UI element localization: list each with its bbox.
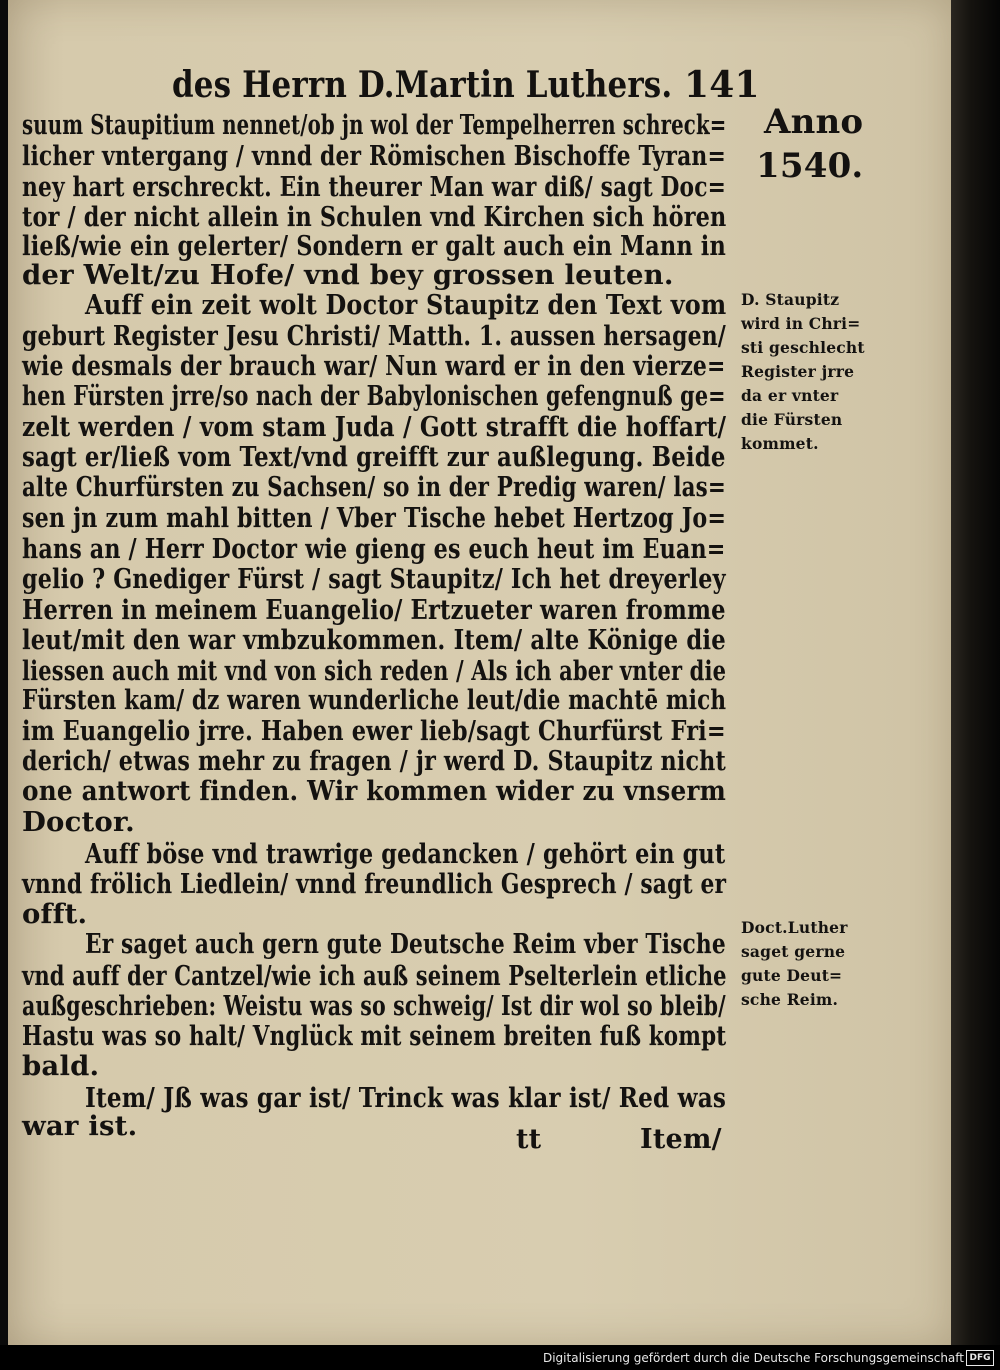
margin-year-label: Anno (764, 102, 864, 142)
body-line: zelt werden / vom stam Juda / Gott strafft die hoffart/ (22, 411, 727, 443)
body-line: der Welt/zu Hofe/ vnd bey grossen leuten. (22, 259, 674, 291)
body-line: sen jn zum mahl bitten / Vber Tische hebet Hertzog Jo= (22, 502, 727, 534)
body-line: licher vntergang / vnnd der Römischen Bischoffe Tyran= (22, 140, 726, 172)
body-line: im Euangelio jrre. Haben ewer lieb/sagt Churfürst Fri= (22, 715, 726, 747)
margin-year-value: 1540. (756, 146, 864, 186)
body-line: one antwort finden. Wir kommen wider zu vnserm (22, 775, 727, 807)
body-line: Herren in meinem Euangelio/ Ertzueter waren fromme (22, 594, 726, 626)
body-line: geburt Register Jesu Christi/ Matth. 1. aussen hersagen/ (22, 320, 726, 352)
book-fore-edge (951, 0, 1000, 1345)
body-line: sagt er/ließ vom Text/vnd greifft zur außlegung. Beide (22, 441, 726, 473)
dfg-logo: DFG (966, 1350, 994, 1366)
margin-note-line: gute Deut= (741, 966, 843, 985)
body-line: außgeschrieben: Weistu was so schweig/ Ist dir wol so bleib/ (22, 990, 726, 1022)
margin-note-line: sti geschlecht (741, 338, 865, 357)
body-line: ließ/wie ein gelerter/ Sondern er galt auch ein Mann in (22, 230, 726, 262)
body-line: bald. (22, 1050, 100, 1082)
margin-note-line: die Fürsten (741, 410, 843, 429)
signature-mark: tt (516, 1124, 542, 1155)
body-line: derich/ etwas mehr zu fragen / jr werd D. Staupitz nicht (22, 745, 726, 777)
margin-note-line: D. Staupitz (741, 290, 840, 309)
body-line: Er saget auch gern gute Deutsche Reim vber Tische (85, 928, 726, 960)
body-line: wie desmals der brauch war/ Nun ward er in den vierze= (22, 350, 726, 382)
body-line: war ist. (22, 1110, 138, 1142)
margin-note-line: da er vnter (741, 386, 839, 405)
body-line: vnnd frölich Liedlein/ vnnd freundlich Gesprech / sagt er (22, 868, 727, 900)
catchword: Item/ (640, 1124, 722, 1155)
body-line: hen Fürsten jrre/so nach der Babylonischen gefengnuß ge= (22, 380, 726, 412)
running-head-title: des Herrn D.Martin Luthers. (172, 64, 673, 106)
margin-note-line: wird in Chri= (741, 314, 861, 333)
margin-note-line: sche Reim. (741, 990, 839, 1009)
margin-note-line: Doct.Luther (741, 918, 848, 937)
page-number: 141 (684, 64, 760, 106)
body-line: leut/mit den war vmbzukommen. Item/ alte Könige die (22, 624, 726, 656)
body-line: suum Staupitium nennet/ob jn wol der Tempelherren schreck= (22, 109, 727, 141)
body-line: Hastu was so halt/ Vnglück mit seinem breiten fuß kompt (22, 1020, 727, 1052)
body-line: offt. (22, 898, 88, 930)
body-line: hans an / Herr Doctor wie gieng es euch heut im Euan= (22, 533, 726, 565)
body-line: alte Churfürsten zu Sachsen/ so in der Predig waren/ las= (22, 471, 726, 503)
funding-credit: Digitalisierung gefördert durch die Deutsche Forschungsgemeinschaft (542, 1351, 964, 1365)
body-line: Doctor. (22, 806, 135, 838)
body-line: liessen auch mit vnd von sich reden / Als ich aber vnter die (22, 655, 727, 687)
margin-note-line: Register jrre (741, 362, 855, 381)
body-line: gelio ? Gnediger Fürst / sagt Staupitz/ Ich het dreyerley (22, 563, 726, 595)
body-line: Fürsten kam/ dz waren wunderliche leut/die machtē mich (22, 684, 727, 716)
body-line: ney hart erschreckt. Ein theurer Man war diß/ sagt Doc= (22, 171, 727, 203)
book-page (8, 0, 951, 1345)
body-line: Item/ Jß was gar ist/ Trinck was klar ist/ Red was (85, 1082, 727, 1114)
body-line: Auff böse vnd trawrige gedancken / gehört ein gut (85, 838, 726, 870)
body-line: Auff ein zeit wolt Doctor Staupitz den Text vom (85, 289, 727, 321)
margin-note-line: kommet. (741, 434, 819, 453)
body-line: tor / der nicht allein in Schulen vnd Kirchen sich hören (22, 201, 727, 233)
margin-note-line: saget gerne (741, 942, 846, 961)
body-line: vnd auff der Cantzel/wie ich auß seinem Pselterlein etliche (22, 960, 727, 992)
footer-bar (0, 1345, 1000, 1370)
